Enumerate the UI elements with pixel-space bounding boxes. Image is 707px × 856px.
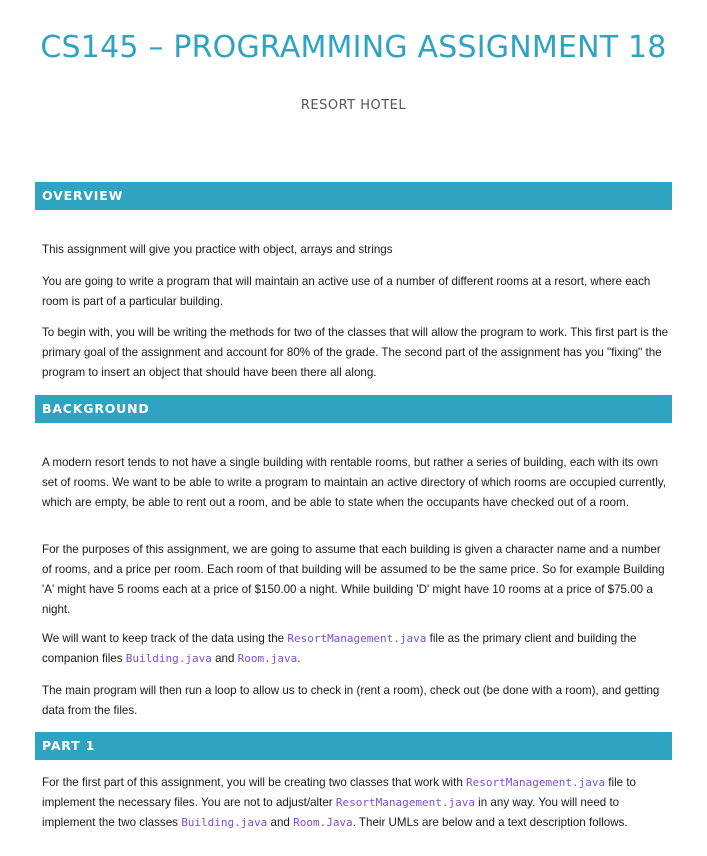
filename-room: Room.Java [293, 816, 353, 829]
background-paragraph-3 [42, 629, 670, 669]
text-span: file to implement the necessary files. You are not to adjust/alter [42, 776, 637, 809]
background-paragraph-1: A modern resort tends to not have a single building with rentable rooms, but rather a series of building, each with its own set of rooms. We want to be able to write a program to maintain an active directory of which rooms are occupied currently, which are empty, be able to rent out a room, and be able to state when the occupants have checked out of a room. [42, 456, 666, 509]
filename-resortmanagement: ResortManagement.java [335, 796, 475, 809]
text-span: in any way. You will need to implement the two classes [42, 796, 620, 829]
background-paragraph-2: For the purposes of this assignment, we are going to assume that each building is given a character name and a number of rooms, and a price per room. Each room of that building will be assumed to be the same price. So for example Building 'A' might have 5 rooms each at a price of $150.00 a night. While building 'D' might have 10 rooms at a price of $75.00 a night. [42, 543, 665, 616]
section-heading-part1: PART 1 [35, 732, 672, 760]
text-span: For the first part of this assignment, you will be creating two classes that work with [42, 776, 466, 789]
text-span: . Their UMLs are below and a text description follows. [352, 816, 628, 829]
text-span: . [297, 652, 301, 665]
overview-paragraph-3: To begin with, you will be writing the methods for two of the classes that will allow the program to work. This first part is the primary goal of the assignment and account for 80% of the grade. The second part of the assignment has you "fixing" the program to insert an object that should have been there all along. [42, 326, 669, 379]
document-subtitle: RESORT HOTEL [300, 98, 407, 113]
part1-paragraph-1 [42, 773, 670, 833]
filename-building: Building.java [181, 816, 268, 829]
text-span: and [267, 816, 294, 829]
section-heading-background: BACKGROUND [35, 395, 672, 423]
text-span: and [211, 652, 238, 665]
filename-resortmanagement: ResortManagement.java [466, 776, 606, 789]
overview-paragraph-1: This assignment will give you practice with object, arrays and strings [42, 243, 393, 256]
background-paragraph-4: The main program will then run a loop to allow us to check in (rent a room), check out (be done with a room), and getting data from the files. [42, 684, 660, 717]
filename-resortmanagement: ResortManagement.java [287, 632, 427, 645]
section-heading-overview: OVERVIEW [35, 182, 672, 210]
filename-room: Room.java [237, 652, 298, 665]
text-span: file as the primary client and building the companion files [42, 632, 637, 665]
filename-building: Building.java [125, 652, 212, 665]
text-span: We will want to keep track of the data using the [42, 632, 288, 645]
document-title: CS145 – PROGRAMMING ASSIGNMENT 18 [40, 30, 667, 65]
overview-paragraph-2: You are going to write a program that will maintain an active use of a number of different rooms at a resort, where each room is part of a particular building. [42, 275, 651, 308]
